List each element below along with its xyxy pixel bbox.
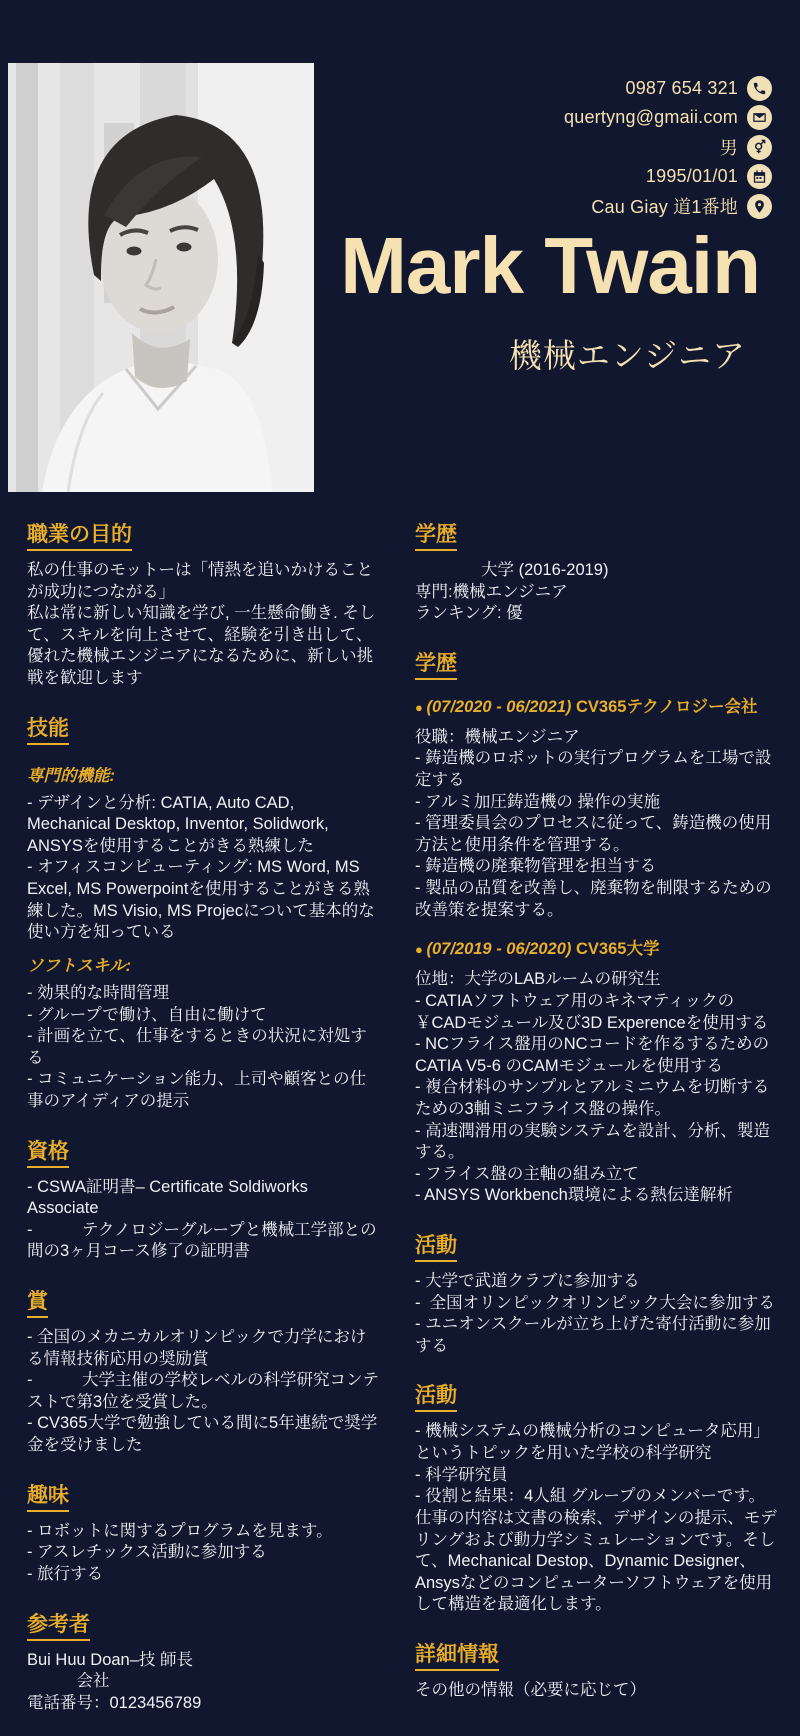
hobbies-items: - ロボットに関するプログラムを見ます。 - アスレチックス活動に参加する - 旅行する [27, 1521, 333, 1583]
section-references [27, 1608, 379, 1715]
contact-row-email [564, 105, 772, 130]
phone-number: 0987 654 321 [625, 78, 738, 98]
contact-block [564, 76, 772, 219]
section-heading-skills: 技能 [27, 712, 69, 745]
contact-row-phone [625, 76, 772, 101]
right-column [415, 518, 779, 1724]
experience-entry-company: CV365大学 [576, 940, 660, 959]
section-activities-2 [415, 1379, 779, 1615]
location-pin-icon [747, 194, 772, 219]
contact-row-gender [720, 134, 772, 160]
experience-entry-details: 役職：機械エンジニア - 鋳造機のロボットの実行プログラムを工場で設定する - アルミ加圧鋳造機の 操作の実施 - 管理委員会のプロセスに従って、鋳造機の使用方法と使用条件を管理する。 - 鋳造機の廃棄物管理を担当する - 製品の品質を改善し、廃棄物を制限するための改善策を提案する。 [415, 727, 772, 919]
section-heading-objective: 職業の目的 [27, 518, 132, 551]
section-education [415, 518, 779, 625]
objective-text: 私の仕事のモットーは「情熱を追いかけることが成功につながる」 私は常に新しい知識を学び, 一生懸命働き. そして、スキルを向上させて、経験を引き出して、優れた機械エンジニアになるために、新しい挑戦を歓迎します [27, 561, 376, 688]
section-objective [27, 518, 379, 690]
section-hobbies [27, 1479, 379, 1586]
more-info-text: その他の情報（必要に応じて） [415, 1680, 646, 1699]
left-column [27, 518, 379, 1736]
experience-entry-title [415, 693, 779, 717]
activities-items: - 機械システムの機械分析のコンピュータ応用」というトピックを用いた学校の科学研究 - 科学研究員 - 役割と結果：4人組 グループのメンバーです。仕事の内容は文書の検索、デザインの提示、モデリングおよび動力学シミュレーションです。そして、Mechanical Destop、Dynamic Designer、Ansysなどのコンピューターソフトウェアを使用して構造を最適化します。 [415, 1422, 777, 1614]
experience-entry-details: 位地：大学のLABルームの研究生 - CATIAソフトウェア用のキネマティックの￥CADモジュール及び3D Experenceを使用する - NCフライス盤用のNCコードを作るするためのCATIA V5-6 のCAMモジュールを使用する - 複合材料のサンプルとアルミニウムを切断するための3軸ミニフライス盤の操作。 - 高速潤滑用の実験システムを設計、分析、製造する。 - フライス盤の主軸の組み立て - ANSYS Workbench環境による熱伝達解析 [415, 970, 770, 1205]
experience-entry [415, 693, 779, 921]
skills-group-label: 専門的機能: [27, 766, 115, 785]
gender-icon [747, 135, 772, 160]
address-value: Cau Giay 道1番地 [591, 197, 738, 217]
section-heading-activities: 活動 [415, 1379, 457, 1412]
section-heading-awards: 賞 [27, 1285, 48, 1318]
skills-group-professional [27, 762, 379, 944]
section-experience [415, 647, 779, 1207]
job-title: 機械エンジニア [508, 337, 746, 374]
activities-items: - 大学で武道クラブに参加する - 全国オリンピックオリンピック大会に参加する - ユニオンスクールが立ち上げた寄付活動に参加する [415, 1272, 775, 1355]
person-name: Mark Twain [340, 221, 760, 310]
contact-row-address [591, 193, 772, 219]
section-more-info [415, 1638, 779, 1702]
section-heading-more-info: 詳細情報 [415, 1638, 499, 1671]
section-heading-education: 学歴 [415, 518, 457, 551]
education-text: 大学 (2016-2019) 専門:機械エンジニア ランキング: 優 [415, 561, 609, 623]
section-heading-certifications: 資格 [27, 1135, 69, 1168]
skills-group-items: - 効果的な時間管理 - グループで働け、自由に働けて - 計画を立て、仕事をするときの状況に対処する - コミュニケーション能力、上司や顧客との仕事のアイディアの提示 [27, 983, 367, 1110]
section-activities-1 [415, 1229, 779, 1357]
section-heading-references: 参考者 [27, 1608, 90, 1641]
calendar-icon [747, 164, 772, 189]
skills-group-label: ソフトスキル: [27, 956, 132, 975]
section-certifications [27, 1135, 379, 1263]
email-icon [747, 105, 772, 130]
section-heading-activities: 活動 [415, 1229, 457, 1262]
section-awards [27, 1285, 379, 1457]
profile-photo [8, 63, 314, 492]
references-text: Bui Huu Doan–技 師長 会社 電話番号：0123456789 [27, 1650, 202, 1712]
awards-items: - 全国のメカニカルオリンピックで力学における情報技術応用の奨励賞 - 大学主催の学校レベルの科学研究コンテストで第3位を受賞した。 - CV365大学で勉強している間に5年連続で奨学金を受けました [27, 1328, 379, 1455]
experience-entry [415, 935, 779, 1207]
gender-value: 男 [719, 138, 738, 158]
birthday-value: 1995/01/01 [645, 166, 738, 186]
skills-group-items: - デザインと分析: CATIA, Auto CAD, Mechanical Desktop, Inventor, Solidwork, ANSYSを使用することがきる熟練した - オフィスコンピューティング: MS Word, MS Excel, MS Powerpointを使用することがきる熟練した。MS Visio, MS Projecについて基本的な使い方を知っている [27, 793, 375, 942]
phone-icon [747, 76, 772, 101]
contact-row-birthday [646, 164, 772, 189]
certifications-items: - CSWA証明書– Certificate Soldiworks Associate - テクノロジーグループと機械工学部との間の3ヶ月コース修了の証明書 [27, 1177, 377, 1261]
section-heading-experience: 学歴 [415, 647, 457, 680]
experience-entry-title [415, 935, 779, 959]
section-heading-hobbies: 趣味 [27, 1479, 69, 1512]
email-address: quertyng@gmaii.com [564, 107, 738, 127]
experience-entry-date: (07/2019 - 06/2020) [426, 940, 576, 959]
section-skills [27, 712, 379, 1113]
experience-entry-company: CV365テクノロジー会社 [576, 697, 758, 716]
skills-group-soft [27, 952, 379, 1113]
experience-entry-date: (07/2020 - 06/2021) [426, 697, 576, 716]
